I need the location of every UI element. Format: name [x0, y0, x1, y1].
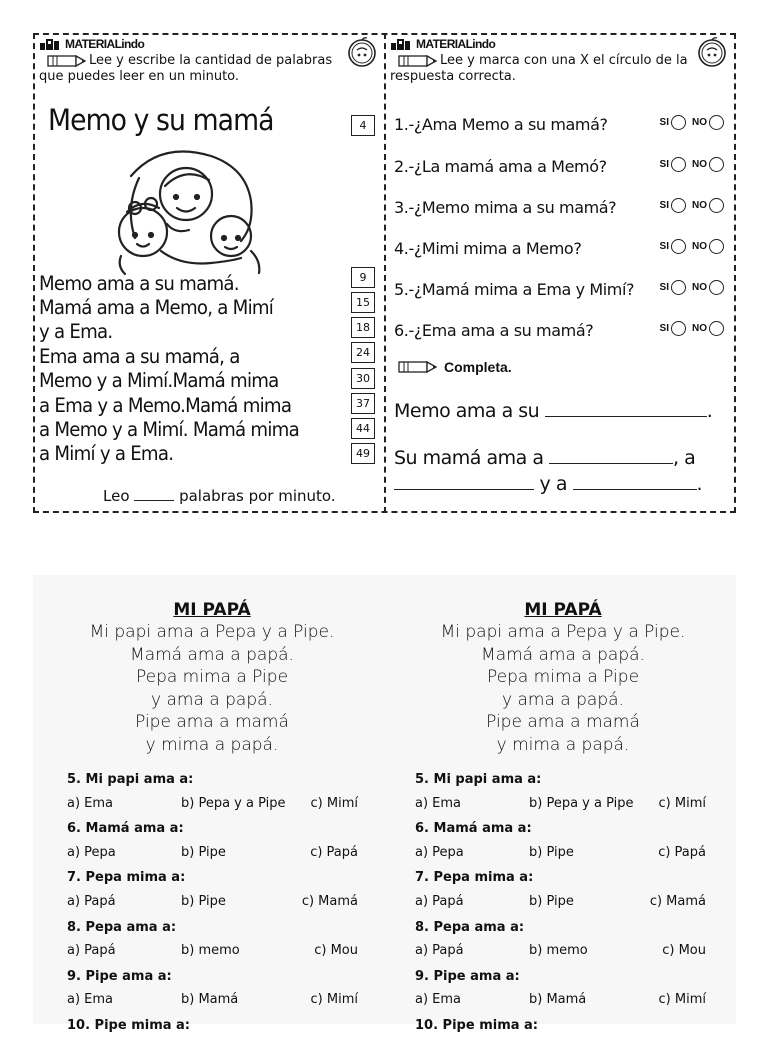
fill-in-sentence-1: Memo ama a su . — [394, 400, 713, 422]
option-b[interactable]: b) Pipe — [529, 893, 574, 909]
yes-circle[interactable] — [671, 280, 686, 295]
reading-speed-panel — [35, 33, 384, 513]
multiple-choice-left — [67, 771, 377, 1042]
mc-question: 5. Mi papi ama a: — [415, 772, 542, 787]
mc-options — [415, 845, 725, 870]
word-count-box: 30 — [351, 368, 375, 389]
mc-options — [415, 894, 725, 919]
apple-icon — [696, 36, 728, 68]
option-b[interactable]: b) memo — [529, 943, 588, 959]
no-label: NO — [692, 200, 707, 211]
question-4: 4.-¿Mimi mima a Memo? — [394, 239, 582, 258]
story-line-7: a Memo y a Mimí. Mamá mima — [39, 418, 299, 441]
mc-question: 8. Pepa ama a: — [415, 919, 525, 935]
mc-options — [415, 796, 725, 821]
mc-options — [67, 796, 377, 821]
reading-line: Pepa mima a Pipe — [486, 667, 640, 688]
question-3: 3.-¿Memo mima a su mamá? — [394, 198, 617, 217]
word-count-box: 24 — [351, 342, 375, 363]
option-c[interactable]: c) Mimí — [658, 795, 706, 811]
option-a[interactable]: a) Ema — [415, 992, 462, 1008]
answer-options — [660, 198, 728, 213]
fill-in-sentence-3: y a . — [394, 473, 702, 495]
option-b[interactable]: b) Pipe — [181, 893, 226, 909]
no-label: NO — [692, 241, 707, 252]
option-b[interactable]: b) Pepa y a Pipe — [529, 795, 634, 811]
option-a[interactable]: a) Pepa — [67, 844, 116, 860]
no-circle[interactable] — [709, 157, 724, 172]
fill-blank[interactable] — [545, 400, 707, 417]
mc-question: 9. Pipe ama a: — [67, 968, 172, 984]
story-line-8: a Mimí y a Ema. — [39, 442, 174, 465]
option-c[interactable]: c) Mamá — [301, 893, 358, 909]
yes-label: SI — [659, 323, 669, 334]
fill-blank[interactable] — [549, 447, 673, 464]
option-b[interactable]: b) memo — [181, 943, 240, 959]
mc-options — [67, 992, 377, 1017]
yes-circle[interactable] — [671, 157, 686, 172]
yes-label: SI — [659, 117, 669, 128]
reading-line: Pipe ama a mamá — [486, 712, 640, 733]
no-circle[interactable] — [709, 239, 724, 254]
mother-child-illustration — [91, 146, 291, 276]
brand-logo — [39, 36, 144, 52]
answer-options — [660, 239, 728, 254]
option-b[interactable]: b) Pepa y a Pipe — [181, 795, 286, 811]
answer-options — [660, 157, 728, 172]
no-label: NO — [692, 282, 707, 293]
yes-circle[interactable] — [671, 321, 686, 336]
brand-name: MATERIALindo — [416, 37, 496, 51]
mc-options — [67, 845, 377, 870]
option-c[interactable]: c) Mimí — [310, 795, 358, 811]
story-line-4: Ema ama a su mamá, a — [39, 345, 240, 368]
reading-line: y mima a papá. — [145, 734, 279, 755]
reading-passage-left — [42, 599, 382, 757]
reading-title: MI PAPÁ — [173, 600, 251, 620]
leo-label: Leo — [103, 487, 130, 505]
per-minute-label: palabras por minuto. — [179, 487, 336, 505]
option-c[interactable]: c) Mamá — [649, 893, 706, 909]
word-count-box: 4 — [351, 115, 375, 136]
reading-line: y ama a papá. — [502, 689, 624, 710]
reading-line: y ama a papá. — [151, 689, 273, 710]
instruction-label: Lee y marca con una X el círculo de la respuesta correcta. — [390, 53, 688, 84]
no-label: NO — [692, 159, 707, 170]
yes-label: SI — [659, 159, 669, 170]
option-a[interactable]: a) Papá — [415, 943, 464, 959]
reading-line: Mi papi ama a Pepa y a Pipe. — [89, 622, 335, 642]
story-line-6: a Ema y a Memo.Mamá mima — [39, 394, 292, 417]
question-5: 5.-¿Mamá mima a Ema y Mimí? — [394, 280, 635, 299]
option-b[interactable]: b) Pipe — [529, 844, 574, 860]
option-a[interactable]: a) Papá — [415, 893, 464, 909]
yes-circle[interactable] — [671, 239, 686, 254]
mc-options — [67, 943, 377, 968]
fill-text: a — [684, 447, 696, 469]
mc-question: 9. Pipe ama a: — [415, 968, 520, 984]
fill-text: Memo ama a su — [394, 400, 540, 422]
apple-icon — [346, 36, 378, 68]
mc-question: 10. Pipe mima a: — [415, 1017, 539, 1033]
option-a[interactable]: a) Papá — [67, 893, 116, 909]
fill-text: Su mamá ama a — [394, 447, 544, 469]
yes-label: SI — [659, 282, 669, 293]
option-a[interactable]: a) Ema — [67, 992, 114, 1008]
mc-options — [67, 894, 377, 919]
option-b[interactable]: b) Mamá — [181, 992, 239, 1008]
word-count-box: 18 — [351, 317, 375, 338]
word-count-box: 37 — [351, 393, 375, 414]
brand-name: MATERIALindo — [65, 37, 145, 51]
mc-question: 7. Pepa mima a: — [67, 870, 186, 886]
word-count-box: 9 — [351, 267, 375, 288]
story-line-3: y a Ema. — [39, 320, 113, 343]
words-per-minute-line — [103, 484, 336, 505]
answer-options — [660, 115, 728, 130]
answer-options — [660, 280, 728, 295]
yes-circle[interactable] — [671, 115, 686, 130]
fill-blank[interactable] — [573, 473, 697, 490]
answer-options — [660, 321, 728, 336]
story-title: Memo y su mamá — [48, 103, 274, 137]
brand-icon — [390, 37, 414, 51]
option-c[interactable]: c) Mimí — [310, 992, 358, 1008]
option-a[interactable]: a) Ema — [415, 795, 462, 811]
story-line-1: Memo ama a su mamá. — [39, 272, 239, 295]
brand-icon — [39, 37, 63, 51]
option-c[interactable]: c) Mou — [662, 943, 706, 959]
comprehension-panel — [386, 33, 734, 513]
reading-line: Mi papi ama a Pepa y a Pipe. — [440, 622, 686, 642]
word-count-box: 15 — [351, 292, 375, 313]
fill-text: y a — [539, 473, 567, 495]
fill-blank[interactable] — [394, 473, 534, 490]
story-line-2: Mamá ama a Memo, a Mimí — [39, 296, 274, 319]
yes-label: SI — [659, 241, 669, 252]
mc-question: 7. Pepa mima a: — [415, 870, 534, 886]
no-label: NO — [692, 117, 707, 128]
mc-question: 6. Mamá ama a: — [67, 821, 184, 837]
word-count-box: 49 — [351, 443, 375, 464]
mc-question: 6. Mamá ama a: — [415, 821, 532, 837]
question-1: 1.-¿Ama Memo a su mamá? — [394, 115, 608, 134]
option-b[interactable]: b) Mamá — [529, 992, 587, 1008]
question-6: 6.-¿Ema ama a su mamá? — [394, 321, 594, 340]
complete-label: Completa. — [444, 359, 512, 375]
yes-label: SI — [659, 200, 669, 211]
option-c[interactable]: c) Papá — [310, 844, 358, 860]
mc-options — [415, 992, 725, 1017]
reading-line: Mamá ama a papá. — [481, 644, 645, 665]
mc-question: 8. Pepa ama a: — [67, 919, 177, 935]
mc-options — [415, 943, 725, 968]
mc-question: 10. Pipe mima a: — [67, 1017, 191, 1033]
option-a[interactable]: a) Papá — [67, 943, 116, 959]
reading-line: Pipe ama a mamá — [135, 712, 289, 733]
option-b[interactable]: b) Pipe — [181, 844, 226, 860]
complete-heading — [398, 359, 512, 375]
reading-line: Mamá ama a papá. — [130, 644, 294, 665]
option-c[interactable]: c) Papá — [658, 844, 706, 860]
no-circle[interactable] — [709, 280, 724, 295]
mc-question: 5. Mi papi ama a: — [67, 772, 194, 787]
story-line-5: Memo y a Mimí.Mamá mima — [39, 369, 279, 392]
option-c[interactable]: c) Mimí — [658, 992, 706, 1008]
no-label: NO — [692, 323, 707, 334]
fill-in-sentence-2: Su mamá ama a , a — [394, 447, 696, 469]
reading-line: Pepa mima a Pipe — [135, 667, 289, 688]
reading-title: MI PAPÁ — [524, 600, 602, 620]
pencil-icon — [398, 360, 438, 374]
instruction-label: Lee y escribe la cantidad de palabras que puedes leer en un minuto. — [39, 53, 333, 84]
multiple-choice-right — [415, 771, 725, 1042]
instruction-text — [390, 53, 694, 85]
reading-passage-right — [393, 599, 733, 757]
brand-logo — [390, 36, 495, 52]
instruction-text — [39, 53, 344, 85]
word-count-box: 44 — [351, 418, 375, 439]
words-per-minute-blank[interactable] — [134, 484, 174, 501]
option-a[interactable]: a) Ema — [67, 795, 114, 811]
no-circle[interactable] — [709, 198, 724, 213]
yes-circle[interactable] — [671, 198, 686, 213]
option-a[interactable]: a) Pepa — [415, 844, 464, 860]
pencil-icon — [398, 54, 438, 68]
no-circle[interactable] — [709, 321, 724, 336]
pencil-icon — [47, 54, 87, 68]
reading-line: y mima a papá. — [496, 734, 630, 755]
option-c[interactable]: c) Mou — [314, 943, 358, 959]
no-circle[interactable] — [709, 115, 724, 130]
question-2: 2.-¿La mamá ama a Memó? — [394, 157, 607, 176]
